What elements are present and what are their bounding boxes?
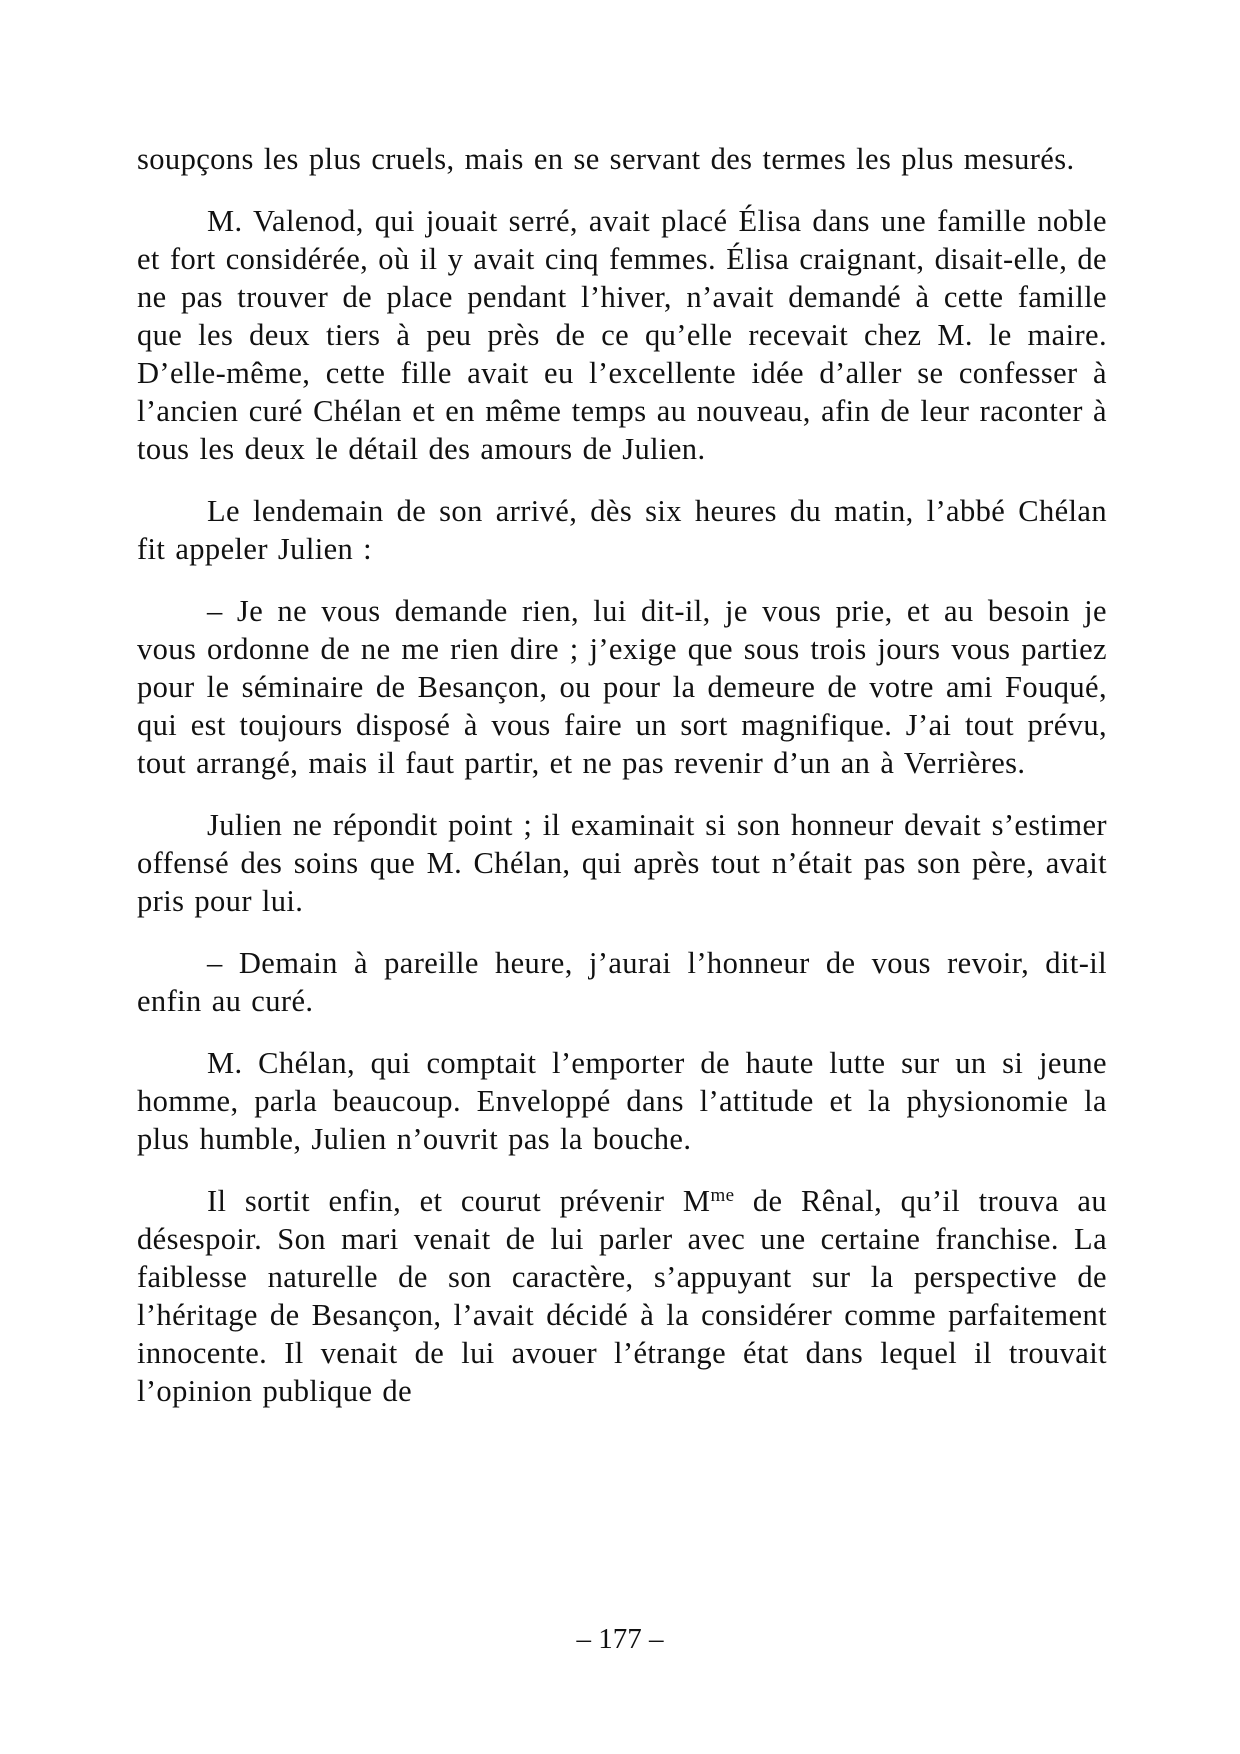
paragraph-8-start: Il sortit enfin, et courut prévenir M — [207, 1184, 711, 1218]
paragraph-8 — [137, 1182, 1107, 1410]
paragraph-4: – Je ne vous demande rien, lui dit-il, je vous prie, et au besoin je vous ordonne de ne me rien dire ; j’exige que sous trois jours vous partiez pour le séminaire de Besançon, ou pour la demeure de votre ami Fouqué, qui est toujours disposé à vous faire un sort magnifique. J’ai tout prévu, tout arrangé, mais il faut partir, et ne pas revenir d’un an à Verrières. — [137, 594, 1107, 780]
paragraph-6: – Demain à pareille heure, j’aurai l’honneur de vous revoir, dit-il enfin au curé. — [137, 946, 1107, 1018]
page-number: – 177 – — [576, 1623, 664, 1655]
paragraph-3: Le lendemain de son arrivé, dès six heures du matin, l’abbé Chélan fit appeler Julien : — [137, 494, 1107, 566]
paragraph-8-superscript: me — [710, 1185, 735, 1206]
paragraph-7: M. Chélan, qui comptait l’emporter de haute lutte sur un si jeune homme, parla beaucoup. Enveloppé dans l’attitude et la physionomie la plus humble, Julien n’ouvrit pas la bouche. — [137, 1046, 1107, 1156]
page-body — [137, 140, 1107, 1434]
paragraph-8-end: de Rênal, qu’il trouva au désespoir. Son mari venait de lui parler avec une certaine franchise. La faiblesse naturelle de son caractère, s’appuyant sur la perspective de l’héritage de Besançon, l’avait décidé à la considérer comme parfaitement innocente. Il venait de lui avouer l’étrange état dans lequel il trouvait l’opinion publique de — [137, 1184, 1108, 1408]
paragraph-5: Julien ne répondit point ; il examinait si son honneur devait s’estimer offensé des soins que M. Chélan, qui après tout n’était pas son père, avait pris pour lui. — [137, 808, 1107, 918]
paragraph-1: soupçons les plus cruels, mais en se servant des termes les plus mesurés. — [137, 142, 1075, 176]
paragraph-2: M. Valenod, qui jouait serré, avait placé Élisa dans une famille noble et fort considérée, où il y avait cinq femmes. Élisa craignant, disait-elle, de ne pas trouver de place pendant l’hiver, n’avait demandé à cette famille que les deux tiers à peu près de ce qu’elle recevait chez M. le maire. D’elle-même, cette fille avait eu l’excellente idée d’aller se confesser à l’ancien curé Chélan et en même temps au nouveau, afin de leur raconter à tous les deux le détail des amours de Julien. — [137, 204, 1107, 466]
